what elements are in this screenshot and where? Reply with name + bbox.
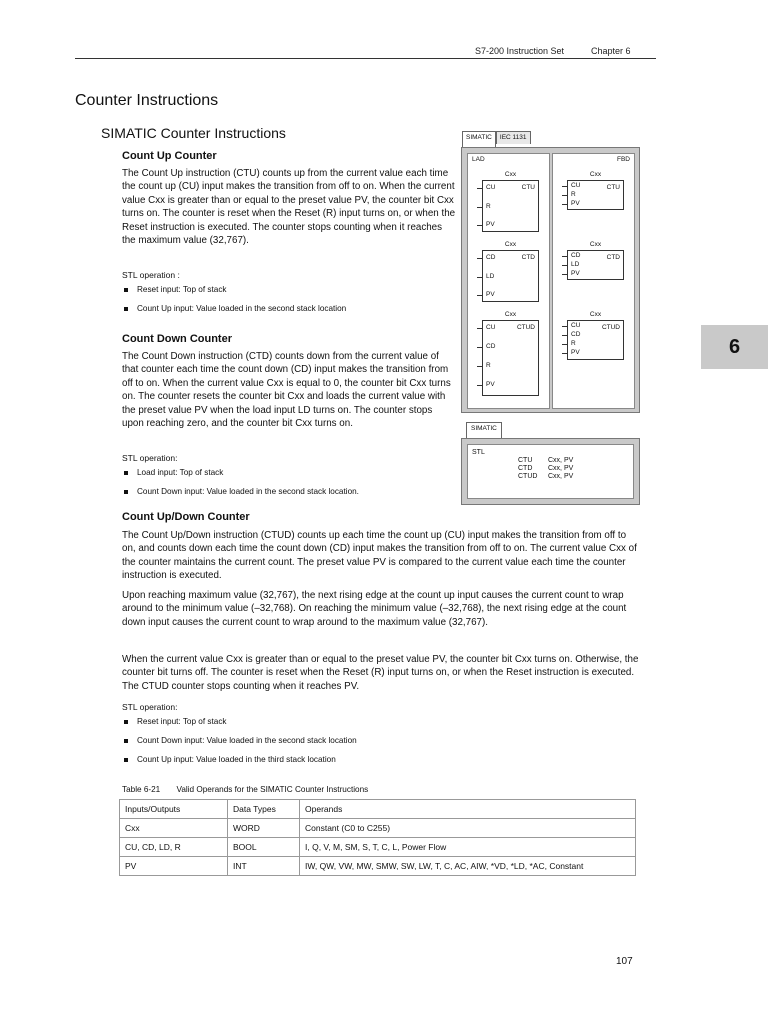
stl-row: CTUD Cxx, PV [518, 473, 574, 480]
table-row [120, 857, 636, 876]
header-rule [75, 58, 656, 59]
chapter-tab: 6 [701, 325, 768, 369]
lad-ctd-block [482, 241, 539, 302]
count-up-body: The Count Up instruction (CTU) counts up from the current value each time the count up (CU) input makes the transition from off to on. When the current value Cxx is greater than or equal to the preset value PV, the counter bit Cxx turns on. The counter is reset when the Reset (R) input turns on, or when the Reset instruction is executed. The counter stops counting when it reaches the maximum value (32,767). [122, 168, 456, 247]
lad-ctu-block [482, 171, 539, 232]
table-cell: IW, QW, VW, MW, SMW, SW, LW, T, C, AC, AIW, *VD, *LD, *AC, Constant [300, 857, 636, 876]
stl-row: CTD Cxx, PV [518, 465, 574, 472]
count-down-stl-label: STL operation: [122, 453, 178, 463]
stl-pane [467, 444, 634, 499]
running-header-title: S7-200 Instruction Set [475, 46, 565, 56]
count-down-heading: Count Down Counter [122, 333, 232, 345]
table-caption-text: Valid Operands for the SIMATIC Counter Instructions [176, 785, 369, 794]
count-updown-para2: Upon reaching maximum value (32,767), the next rising edge at the count up input causes the current count to wrap around to the minimum value (–32,768). On reaching the minimum value (–32,768), the next rising edge at the count down input causes the current count to wrap around to the maximum value (32,767). [122, 590, 627, 628]
pin-line [562, 256, 568, 257]
block-name: Cxx [589, 171, 602, 178]
pin-line [477, 347, 483, 348]
pin-line [477, 366, 483, 367]
table-cell: INT [228, 857, 300, 876]
count-updown-stl-label: STL operation: [122, 702, 178, 712]
pin-label: PV [486, 381, 495, 388]
table-header: Data Types [228, 800, 300, 819]
lad-ctud-block [482, 311, 539, 396]
table-header: Inputs/Outputs [120, 800, 228, 819]
table-row [120, 838, 636, 857]
pin-line [477, 277, 483, 278]
stl-figure [461, 438, 640, 505]
block-type: CTU [606, 184, 620, 191]
block-name: Cxx [504, 241, 517, 248]
fbd-ctd-block [567, 241, 624, 280]
pin-label: CU [486, 324, 496, 331]
table-cell: PV [120, 857, 228, 876]
stl-label: STL [472, 449, 485, 456]
block-name: Cxx [504, 311, 517, 318]
list-item: Count Down input: Value loaded in the second stack location [124, 736, 357, 745]
count-up-heading: Count Up Counter [122, 150, 217, 162]
pin-line [562, 335, 568, 336]
pin-label: R [486, 203, 491, 210]
pin-line [562, 353, 568, 354]
pin-line [477, 295, 483, 296]
lad-panel-tabs [462, 131, 531, 147]
section-title: SIMATIC Counter Instructions [101, 125, 286, 141]
pin-line [477, 207, 483, 208]
pin-line [477, 225, 483, 226]
page-title: Counter Instructions [75, 92, 219, 109]
fbd-pane [552, 153, 635, 409]
table-header-row [120, 800, 636, 819]
table-cell: BOOL [228, 838, 300, 857]
pin-label: PV [571, 200, 580, 207]
list-item: Count Down input: Value loaded in the second stack location. [124, 487, 359, 496]
tab-iec-1131: IEC 1131 [496, 131, 531, 144]
list-item: Load input: Top of stack [124, 468, 223, 477]
stl-row: CTU Cxx, PV [518, 457, 574, 464]
pin-label: CU [571, 322, 581, 329]
pin-label: CD [486, 254, 496, 261]
pin-label: CU [486, 184, 496, 191]
table-caption-number: Table 6-21 [122, 785, 161, 794]
list-item: Reset input: Top of stack [124, 285, 227, 294]
pin-label: R [571, 340, 576, 347]
pin-label: LD [486, 273, 495, 280]
list-item: Count Up input: Value loaded in the third stack location [124, 755, 336, 764]
table-row [120, 819, 636, 838]
page-number: 107 [616, 956, 633, 967]
count-updown-heading: Count Up/Down Counter [122, 511, 250, 523]
block-type: CTD [606, 254, 620, 261]
pin-line [477, 328, 483, 329]
fbd-ctud-block [567, 311, 624, 360]
pin-line [477, 385, 483, 386]
count-down-body: The Count Down instruction (CTD) counts down from the current value of that counter each time the count down (CD) input makes the transition from off to on. When the current value Cxx is equal to 0, the counter bit Cxx turns on. The counter resets the counter bit Cxx and loads the current value with the preset value PV when the load input LD turns on. The counter stops upon reaching zero, and the counter bit Cxx turns on. [122, 351, 451, 430]
fbd-ctu-block [567, 171, 624, 210]
pin-line [562, 204, 568, 205]
table-cell: I, Q, V, M, SM, S, T, C, L, Power Flow [300, 838, 636, 857]
tab-simatic: SIMATIC [462, 131, 496, 147]
count-updown-para3: When the current value Cxx is greater than or equal to the preset value PV, the counter bit Cxx turns on. Otherwise, the counter bit turns off. The counter is reset when the Reset (R) input turns on, or when the Reset instruction is executed. The CTUD counter stops counting when it reaches PV. [122, 654, 639, 692]
block-name: Cxx [589, 311, 602, 318]
table-caption [122, 785, 368, 794]
block-name: Cxx [589, 241, 602, 248]
pin-line [562, 274, 568, 275]
list-item: Count Up input: Value loaded in the second stack location [124, 304, 346, 313]
lad-pane [467, 153, 550, 409]
lad-label: LAD [472, 156, 485, 163]
block-type: CTD [521, 254, 535, 261]
pin-line [477, 258, 483, 259]
pin-label: CD [486, 343, 496, 350]
pin-line [562, 326, 568, 327]
fbd-label: FBD [617, 156, 630, 163]
pin-label: CD [571, 331, 581, 338]
pin-line [562, 265, 568, 266]
table-cell: Cxx [120, 819, 228, 838]
pin-label: R [571, 191, 576, 198]
pin-line [562, 344, 568, 345]
pin-line [562, 195, 568, 196]
list-item: Reset input: Top of stack [124, 717, 227, 726]
table-cell: CU, CD, LD, R [120, 838, 228, 857]
running-header-chapter: Chapter 6 [591, 46, 631, 56]
table-header: Operands [300, 800, 636, 819]
pin-line [562, 186, 568, 187]
pin-label: PV [571, 270, 580, 277]
table-cell: WORD [228, 819, 300, 838]
operands-table [119, 799, 636, 876]
block-type: CTUD [601, 324, 620, 331]
pin-label: CD [571, 252, 581, 259]
pin-label: LD [571, 261, 580, 268]
block-type: CTUD [516, 324, 535, 331]
pin-line [477, 188, 483, 189]
count-up-stl-label: STL operation : [122, 270, 180, 280]
pin-label: CU [571, 182, 581, 189]
table-cell: Constant (C0 to C255) [300, 819, 636, 838]
lad-fbd-figure [461, 147, 640, 413]
block-name: Cxx [504, 171, 517, 178]
pin-label: R [486, 362, 491, 369]
pin-label: PV [571, 349, 580, 356]
count-updown-para1: The Count Up/Down instruction (CTUD) counts up each time the count up (CU) input makes the transition from off to on, and counts down each time the count down (CD) input makes the transition from off to on. The current value Cxx of the counter maintains the current count. The preset value PV is compared to the current value each time the counter instruction is executed. [122, 530, 637, 582]
pin-label: PV [486, 291, 495, 298]
pin-label: PV [486, 221, 495, 228]
block-type: CTU [521, 184, 535, 191]
stl-tab-simatic: SIMATIC [466, 422, 502, 438]
stl-ops [518, 457, 573, 481]
